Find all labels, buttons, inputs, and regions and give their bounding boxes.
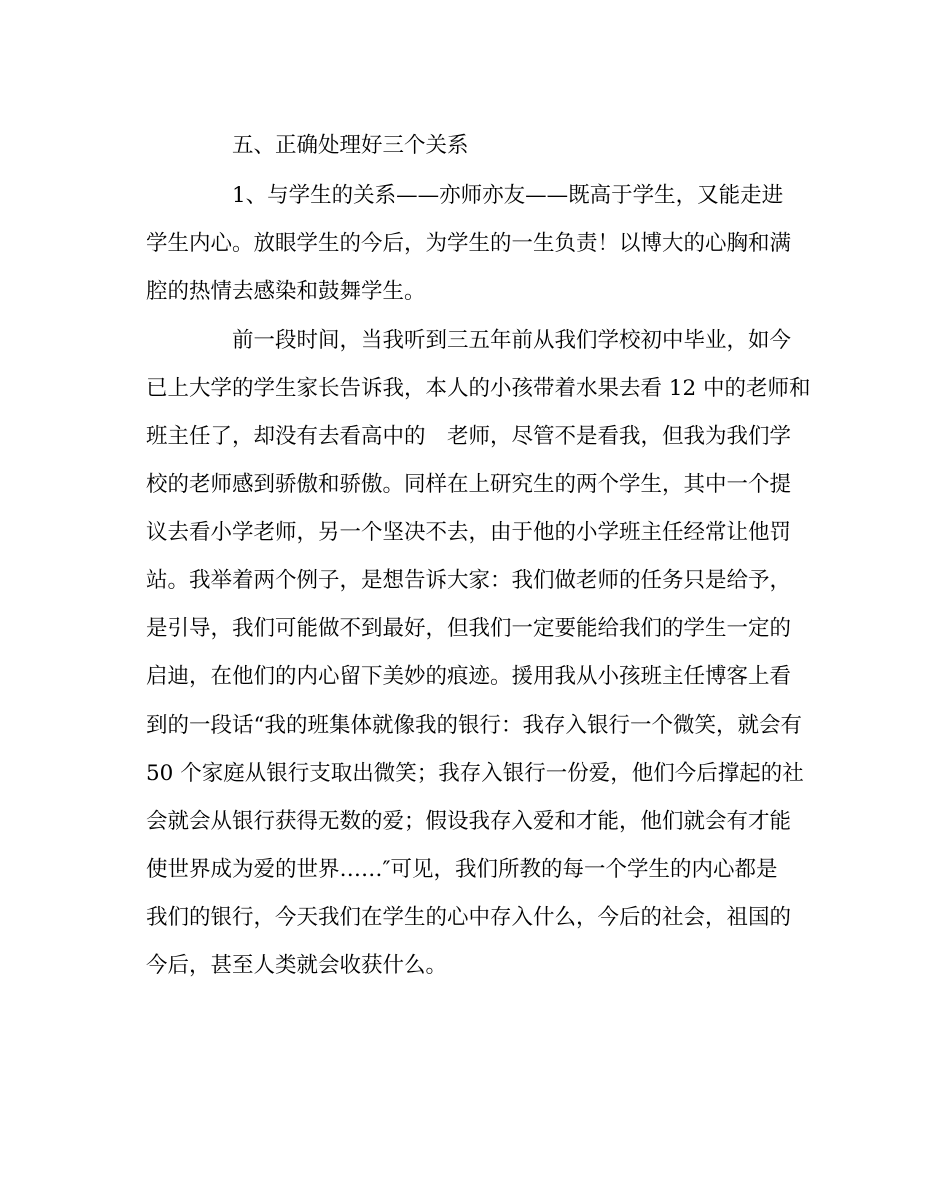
paragraph-2-line-2: 已上大学的学生家长告诉我，本人的小孩带着水果去看 12 中的老师和 <box>146 376 811 401</box>
paragraph-2-line-12: 使世界成为爱的世界……″可见，我们所教的每一个学生的内心都是 <box>146 857 778 882</box>
paragraph-2-line-3: 班主任了，却没有去看高中的 老师，尽管不是看我，但我为我们学 <box>146 424 792 449</box>
paragraph-2-line-5: 议去看小学老师，另一个坚决不去，由于他的小学班主任经常让他罚 <box>146 520 792 545</box>
section-heading: 五、正确处理好三个关系 <box>232 133 469 158</box>
paragraph-2-line-14: 今后，甚至人类就会收获什么。 <box>146 953 448 978</box>
paragraph-2-line-1: 前一段时间，当我听到三五年前从我们学校初中毕业，如今 <box>232 328 792 353</box>
paragraph-2-line-8: 启迪，在他们的内心留下美妙的痕迹。援用我从小孩班主任博客上看 <box>146 664 792 689</box>
paragraph-2-line-9: 到的一段话“我的班集体就像我的银行：我存入银行一个微笑，就会有 <box>146 713 802 738</box>
paragraph-2-line-11: 会就会从银行获得无数的爱；假设我存入爱和才能，他们就会有才能 <box>146 809 792 834</box>
paragraph-2-line-6: 站。我举着两个例子，是想告诉大家：我们做老师的任务只是给予， <box>146 568 792 593</box>
paragraph-2-line-7: 是引导，我们可能做不到最好，但我们一定要能给我们的学生一定的 <box>146 616 792 641</box>
paragraph-1-line-1: 1、与学生的关系——亦师亦友——既高于学生，又能走进 <box>232 183 784 208</box>
paragraph-1-line-3: 腔的热情去感染和鼓舞学生。 <box>146 279 426 304</box>
paragraph-2-line-4: 校的老师感到骄傲和骄傲。同样在上研究生的两个学生，其中一个提 <box>146 472 792 497</box>
paragraph-2-line-13: 我们的银行，今天我们在学生的心中存入什么，今后的社会，祖国的 <box>146 905 792 930</box>
paragraph-1-line-2: 学生内心。放眼学生的今后，为学生的一生负责！以博大的心胸和满 <box>146 231 792 256</box>
paragraph-2-line-10: 50 个家庭从银行支取出微笑；我存入银行一份爱，他们今后撑起的社 <box>146 761 804 786</box>
